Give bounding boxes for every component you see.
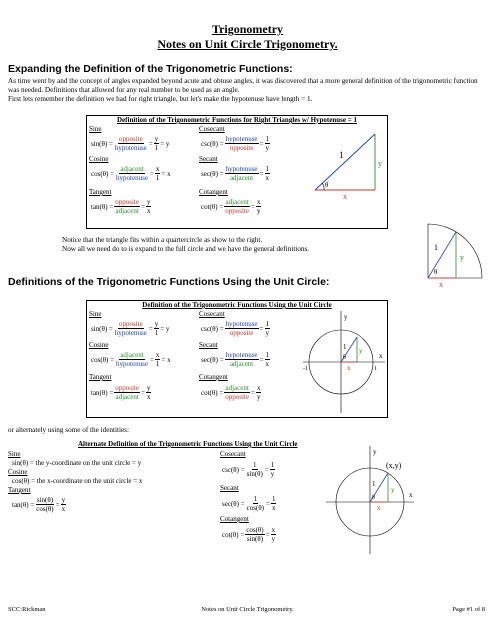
numerator: x [256,198,261,206]
denominator: y [256,207,261,215]
result: = x [161,169,171,178]
denominator: y [271,535,276,543]
numerator: 1 [270,461,275,469]
cosine-formula [91,165,171,182]
footer-left: SCC:Rickman [8,606,46,613]
hypotenuse-label: 1 [339,150,344,160]
sin-term: sin(θ) = [91,324,113,333]
sine-label: Sine [89,310,102,318]
denominator: cos(θ) [246,504,265,512]
sine-label: Sine [89,125,102,133]
numerator: adjacent [120,351,144,359]
denominator: opposite [229,329,254,337]
denominator: 1 [154,329,159,337]
equals: = [259,169,264,178]
secant-label: Secant [199,155,218,163]
denominator: 1 [154,144,159,152]
numerator: x [256,384,261,392]
tan-term: tan(θ) = [12,500,35,509]
csc-term: csc(θ) = [201,139,224,148]
equals: = [259,139,264,148]
denominator: hypotenuse [114,144,147,152]
cot-term: cot(θ) = [201,388,224,397]
denominator: sin(θ) [246,470,263,478]
denominator: opposite [225,393,249,401]
denominator: opposite [225,207,249,215]
numerator: x [271,526,276,534]
denominator: hypotenuse [116,174,148,182]
denominator: y [256,393,261,401]
section1-paragraph-2: First lets remember the definition we had for right triangle, but let's make the hypotenuse have length = 1. [8,95,313,103]
unit-circle-diagram [301,309,387,415]
tangent-formula [91,198,152,215]
section2-heading: Definitions of the Trigonometric Functions Using the Unit Circle: [8,276,330,288]
opposite-label: y [391,486,395,494]
opposite-label: y [378,159,382,168]
sin-def: sin(θ) = the y-coordinate on the unit circle = y [12,459,142,467]
box-title: Definition of the Trigonometric Functions for Right Triangles w/ Hypotenuse = 1 [117,116,357,124]
numerator: opposite [118,320,143,328]
tangent-label: Tangent [8,486,31,494]
box-title: Definition of the Trigonometric Functions Using the Unit Circle [142,301,332,309]
sine-formula [91,320,169,337]
hypotenuse-label: 1 [434,243,438,252]
equals: = [141,202,145,211]
secant-formula [201,351,271,368]
numerator: 1 [265,351,269,359]
equals: = [251,388,255,397]
notice-line-2: Now all we need do to is expand to the full circle and we have the general definitions. [62,245,310,253]
numerator: opposite [118,135,143,143]
result: = y [160,139,170,148]
denominator: x [265,174,269,182]
angle-label: θ [372,495,375,501]
equals: = [141,388,145,397]
denominator: y [270,470,275,478]
secant-formula [201,165,271,182]
denominator: adjacent [115,393,139,401]
tan-term: tan(θ) = [91,202,114,211]
result: = y [160,324,170,333]
numerator: 1 [271,495,276,503]
sine-label: Sine [8,450,21,458]
cosine-definition [12,477,142,485]
adjacent-label: x [347,364,351,372]
cos-term: cos(θ) = [91,355,115,364]
tangent-formula [12,496,67,513]
numerator: adjacent [225,198,249,206]
cosine-label: Cosine [89,341,109,349]
point-label: (x,y) [386,461,402,470]
equals: = [265,530,270,539]
tangent-formula [91,384,152,401]
cotangent-formula [201,384,262,401]
cosecant-label: Cosecant [220,450,246,458]
numerator: hypotenuse [225,351,258,359]
denominator: adjacent [229,174,254,182]
right-triangle-diagram [309,128,385,204]
sec-term: sec(θ) = [222,499,245,508]
equals: = [259,324,264,333]
denominator: x [265,360,269,368]
alternate-definitions-box [8,440,416,578]
equals: = [259,355,264,364]
x-axis-label: x [379,352,383,360]
numerator: x [155,165,160,173]
cotangent-formula [222,526,277,543]
numerator: x [155,351,160,359]
numerator: y [146,198,151,206]
numerator: opposite [115,384,139,392]
cot-term: cot(θ) = [201,202,224,211]
section1-heading: Expanding the Definition of the Trigonometric Functions: [8,63,293,75]
numerator: hypotenuse [225,135,258,143]
numerator: hypotenuse [225,165,258,173]
equals: = [148,324,153,333]
csc-term: csc(θ) = [222,465,245,474]
one-label: 1 [374,366,377,372]
denominator: adjacent [115,207,139,215]
notice-line-1: Notice that the triangle fits within a quartercircle as show to the right. [62,236,263,244]
cotangent-formula [201,198,262,215]
cosecant-formula [201,135,271,152]
secant-label: Secant [220,484,239,492]
page-subtitle: Notes on Unit Circle Trigonometry. [157,37,338,51]
numerator: 1 [265,320,269,328]
denominator: hypotenuse [114,329,147,337]
unit-circle-definitions-box [86,300,388,418]
numerator: opposite [115,198,139,206]
angle-label: θ [325,181,329,189]
tangent-label: Tangent [89,188,112,196]
denominator: opposite [229,144,254,152]
section1-paragraph: As time went by and the concept of angles expanded beyond acute and obtuse angles, it was discovered that a more general definition of the trigonometric function was needed. Definitions that allowed for any real number to be used as an angle. [8,77,478,94]
cotangent-label: Cotangent [199,188,228,196]
denominator: y [265,329,269,337]
cotangent-label: Cotangent [220,515,249,523]
cosine-label: Cosine [89,155,109,163]
denominator: cos(θ) [36,505,54,513]
cosine-formula [91,351,171,368]
denominator: x [61,505,66,513]
cot-term: cot(θ) = [222,530,245,539]
footer-right: Page #1 of 8 [452,606,485,613]
numerator: adjacent [225,384,249,392]
denominator: 1 [155,360,160,368]
equals: = [251,202,255,211]
opposite-label: y [359,347,363,355]
sine-formula [91,135,169,152]
cotangent-label: Cotangent [199,373,228,381]
neg-one-label: -1 [303,366,308,372]
quarter-circle-diagram [418,218,488,290]
page-title: Trigonometry [211,22,284,36]
numerator: y [61,496,66,504]
numerator: y [146,384,151,392]
numerator: 1 [253,495,258,503]
secant-formula [222,495,277,512]
right-triangle-definitions-box [86,115,388,229]
secant-label: Secant [199,341,218,349]
angle-label: θ [434,268,438,276]
alternate-intro: or alternately using some of the identities: [8,426,129,434]
numerator: hypotenuse [225,320,258,328]
equals: = [264,465,269,474]
cosecant-label: Cosecant [199,310,225,318]
denominator: x [146,393,151,401]
cos-def: cos(θ) = the x-coordinate on the unit circle = x [12,477,143,485]
x-axis-label: x [409,491,413,499]
radius-label: 1 [343,343,347,351]
sine-definition [12,459,141,467]
adjacent-label: x [343,192,347,201]
sec-term: sec(θ) = [201,355,224,364]
cos-term: cos(θ) = [91,169,115,178]
numerator: 1 [265,135,269,143]
equals: = [149,169,154,178]
equals: = [266,499,270,508]
unit-circle-point-diagram [324,444,416,556]
box-title: Alternate Definition of the Trigonometric Functions Using the Unit Circle [78,440,298,448]
cosecant-formula [222,461,276,478]
csc-term: csc(θ) = [201,324,224,333]
sin-term: sin(θ) = [91,139,113,148]
denominator: x [271,504,276,512]
equals: = [55,500,60,509]
result: = x [161,355,171,364]
cosine-label: Cosine [8,468,28,476]
tangent-label: Tangent [89,373,112,381]
tan-term: tan(θ) = [91,388,114,397]
opposite-label: y [460,253,464,262]
numerator: 1 [253,461,257,469]
y-axis-label: y [344,313,348,321]
denominator: hypotenuse [116,360,148,368]
denominator: x [146,207,151,215]
equals: = [148,139,153,148]
adjacent-label: x [377,504,381,512]
angle-label: θ [343,355,346,361]
numerator: y [154,320,159,328]
sec-term: sec(θ) = [201,169,224,178]
adjacent-label: x [439,280,443,289]
numerator: cos(θ) [246,526,264,534]
footer-center: Notes on Unit Circle Trigonometry. [201,606,294,613]
equals: = [149,355,154,364]
cosecant-label: Cosecant [199,125,225,133]
numerator: adjacent [120,165,144,173]
denominator: y [265,144,269,152]
denominator: sin(θ) [246,535,264,543]
denominator: 1 [155,174,160,182]
numerator: 1 [265,165,269,173]
radius-label: 1 [372,480,376,488]
denominator: adjacent [229,360,254,368]
numerator: sin(θ) [36,496,54,504]
cosecant-formula [201,320,271,337]
y-axis-label: y [373,448,377,456]
numerator: y [154,135,159,143]
